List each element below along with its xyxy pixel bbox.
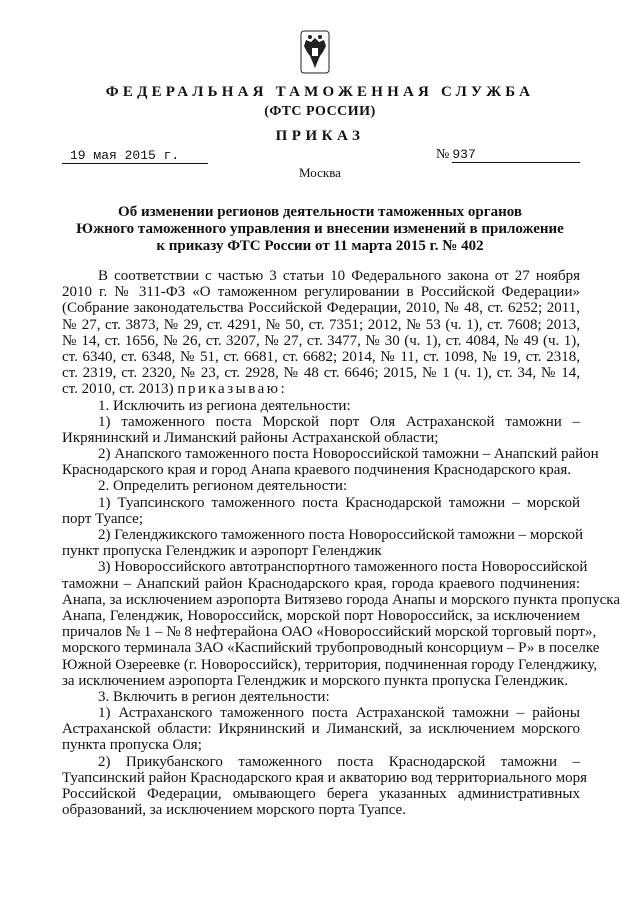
line-text: Краснодарского края и город Анапа краевого подчинения Краснодарского края. <box>62 462 572 479</box>
paragraph-line <box>62 656 598 673</box>
paragraph-line <box>62 365 580 381</box>
line-text: ст. 6340, ст. 6348, № 51, ст. 6681, ст. 6682; 2014, № 11, ст. 1098, № 19, ст. 2318, <box>62 348 580 365</box>
document-type: ПРИКАЗ <box>275 128 365 144</box>
line-text: 2) Геленджикского таможенного поста Новороссийской таможни – морской <box>98 527 584 543</box>
line-text: 1. Исключить из региона деятельности: <box>98 397 351 414</box>
paragraph-line <box>62 284 580 300</box>
line-text: 3. Включить в регион деятельности: <box>98 688 330 705</box>
paragraph-line <box>62 559 588 576</box>
paragraph-line <box>62 786 580 802</box>
line-text: Российской Федерации, омывающего берега указанных административных <box>62 786 580 802</box>
line-text: 1) таможенного поста Морской порт Оля Астраханской таможни – <box>98 413 580 430</box>
document-city: Москва <box>299 165 341 180</box>
paragraph-line <box>62 511 580 527</box>
paragraph-line <box>62 462 580 478</box>
line-text: образований, за исключением морского порта Туапсе. <box>62 802 406 819</box>
paragraph-line <box>62 640 600 657</box>
subject-line: Южного таможенного управления и внесении изменений в приложение <box>76 221 564 237</box>
paragraph-line <box>62 381 580 397</box>
document-number <box>436 147 580 163</box>
line-text: 3) Новороссийского автотранспортного таможенного поста Новороссийской <box>98 559 588 576</box>
line-text: за исключением аэропорта Геленджик и морского пункта пропуска Геленджик. <box>62 672 568 689</box>
line-text: В соответствии с частью 3 статьи 10 Федерального закона от 27 ноября <box>98 268 580 284</box>
paragraph-line <box>62 673 580 689</box>
document-body <box>62 268 621 819</box>
subject-line: Об изменении регионов деятельности таможенных органов <box>118 204 522 220</box>
line-text: Анапа, за исключением аэропорта Витязево города Анапы и морского пункта пропуска <box>62 591 621 608</box>
organization-abbreviation: (ФТС РОССИИ) <box>264 104 376 119</box>
paragraph-line <box>62 769 587 786</box>
paragraph-line <box>62 446 599 463</box>
paragraph-line <box>62 624 597 641</box>
line-text: № 14, ст. 1656, № 26, ст. 3207, № 27, ст. 3477, № 30 (ч. 1), ст. 4084, № 49 (ч. 1), <box>62 332 580 349</box>
line-text: № 27, ст. 3873, № 29, ст. 4291, № 50, ст. 7351; 2012, № 53 (ч. 1), ст. 7608; 2013, <box>62 316 580 333</box>
paragraph-line <box>62 737 580 753</box>
line-text: 2) Анапского таможенного поста Новороссийской таможни – Анапский район <box>98 446 599 463</box>
line-text: ст. 2319, ст. 2320, № 23, ст. 2928, № 48 ст. 6646; 2015, № 1 (ч. 1), ст. 34, № 14, <box>62 365 580 382</box>
paragraph-line <box>62 268 580 284</box>
subject-line: к приказу ФТС России от 11 марта 2015 г. № 402 <box>156 238 484 254</box>
line-text: 2. Определить регионом деятельности: <box>98 478 348 495</box>
paragraph-line <box>62 576 580 592</box>
number-value: 937 <box>452 147 580 163</box>
paragraph-line <box>62 317 580 333</box>
paragraph-line <box>62 689 580 705</box>
line-text: 1) Туапсинского таможенного поста Краснодарской таможни – морской <box>98 494 580 511</box>
line-text: таможни – Анапский район Краснодарского края, города краевого подчинения: <box>62 575 580 592</box>
paragraph-line <box>62 414 580 430</box>
paragraph-line <box>62 495 580 511</box>
line-text: Туапсинский район Краснодарского края и акваторию вод территориального моря <box>62 769 587 786</box>
line-text: порт Туапсе; <box>62 510 144 527</box>
paragraph-line <box>62 333 580 349</box>
organization-title: ФЕДЕРАЛЬНАЯ ТАМОЖЕННАЯ СЛУЖБА <box>105 84 535 100</box>
paragraph-line <box>62 430 580 446</box>
paragraph-line <box>62 802 580 818</box>
paragraph-line <box>62 349 580 365</box>
line-text: 1) Астраханского таможенного поста Астраханской таможни – районы <box>98 705 580 722</box>
document-date: 19 мая 2015 г. <box>62 149 208 164</box>
line-text: 2) Прикубанского таможенного поста Краснодарской таможни – <box>98 753 580 770</box>
order-word: приказываю: <box>177 381 288 398</box>
line-text: пункта пропуска Оля; <box>62 737 202 754</box>
paragraph-line <box>62 591 621 608</box>
document-subject <box>60 204 580 255</box>
line-text: морского терминала ЗАО «Каспийский трубопроводный консорциум – Р» в поселке <box>62 640 600 657</box>
line-text: Астраханской области: Икрянинский и Лиманский, за исключением морского <box>62 721 580 738</box>
paragraph-line <box>62 398 580 414</box>
line-text: Южной Озереевке (г. Новороссийск), территория, подчиненная городу Геленджику, <box>62 656 598 673</box>
paragraph-line <box>62 705 580 721</box>
line-text: 2010 г. № 311-ФЗ «О таможенном регулировании в Российской Федерации» <box>62 284 580 301</box>
paragraph-line <box>62 543 580 559</box>
paragraph-line <box>62 721 580 737</box>
paragraph-line <box>62 300 580 316</box>
paragraph-line <box>62 608 580 624</box>
number-sign: № <box>436 147 450 162</box>
russian-coat-of-arms-icon <box>300 30 330 74</box>
line-text: (Собрание законодательства Российской Федерации, 2010, № 48, ст. 6252; 2011, <box>62 300 580 317</box>
line-text: ст. 2010, ст. 2013) <box>62 381 174 398</box>
paragraph-line <box>62 754 580 770</box>
paragraph-line <box>62 478 580 494</box>
line-text: пункт пропуска Геленджик и аэропорт Геленджик <box>62 543 382 560</box>
paragraph-line <box>62 527 584 543</box>
line-text: Икрянинский и Лиманский районы Астраханской области; <box>62 429 439 446</box>
line-text: Анапа, Геленджик, Новороссийск, морской порт Новороссийск, за исключением <box>62 607 580 624</box>
line-text: причалов № 1 – № 8 нефтерайона ОАО «Новороссийский морской торговый порт», <box>62 624 597 641</box>
